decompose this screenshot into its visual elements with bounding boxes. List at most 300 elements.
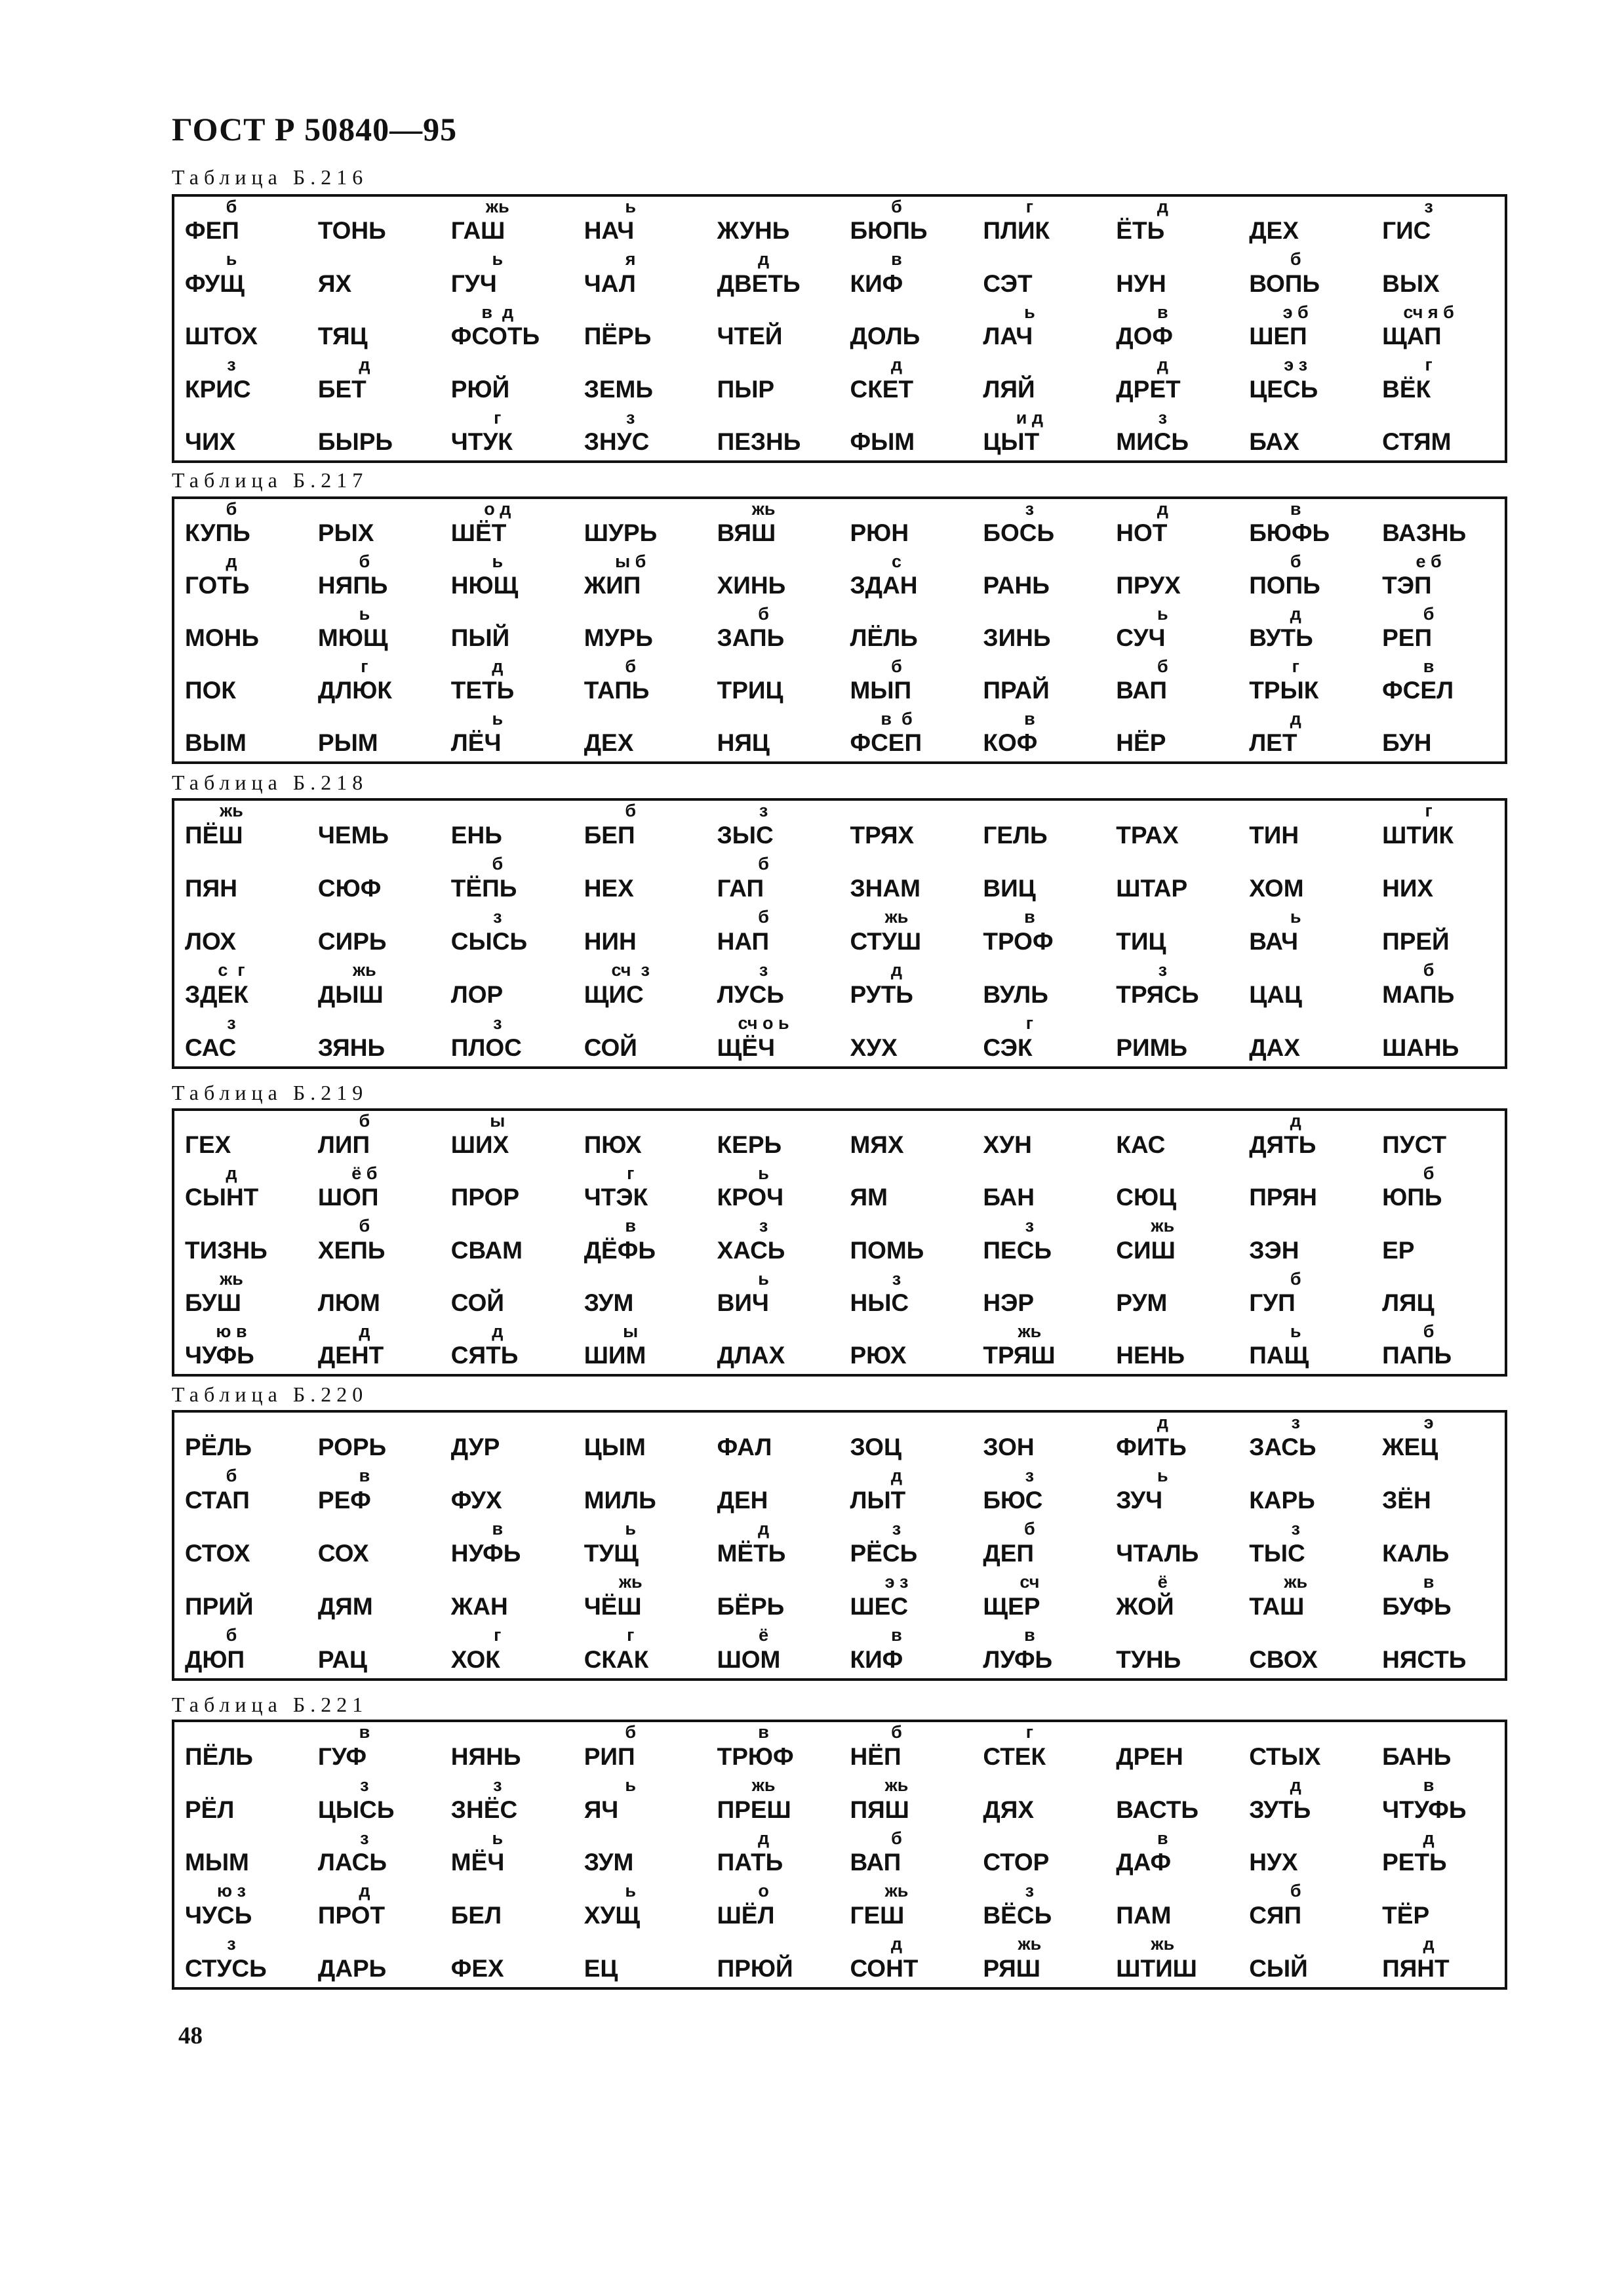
table-cell [972,1413,1105,1466]
cell-word: ЖАН [450,1593,508,1620]
cell-mark: д [758,1828,770,1848]
cell-word: ДУР [450,1434,500,1460]
cell-word: БУН [1382,729,1432,756]
cell-mark: ь [625,1881,636,1901]
cell-word: СОХ [317,1540,369,1567]
table-cell [574,197,707,249]
table-cell [839,1625,972,1678]
cell-word: ЮПЬ [1382,1184,1442,1211]
cell-word: ШТАР [1116,875,1188,902]
table-cell [1105,1519,1238,1572]
cell-mark: з [360,1828,369,1848]
table-cell [574,1572,707,1625]
table-cell [307,1013,441,1066]
cell-word: ФАЛ [717,1434,772,1460]
cell-word: ЩАП [1382,323,1442,350]
cell-word: ЛОР [450,981,504,1008]
cell-word: ЛИП [317,1131,370,1159]
table-cell [441,1881,574,1934]
cell-word: ГУП [1249,1289,1296,1316]
cell-word: ДАРЬ [317,1955,387,1982]
cell-mark: ы [490,1111,505,1131]
table-cell [307,801,441,854]
table-cell [307,1625,441,1678]
cell-word: ГОТЬ [185,572,250,599]
cell-word: РЫМ [317,729,378,756]
cell-word: ДРЕТ [1116,375,1181,403]
table-cell [839,1828,972,1882]
table-cell [574,1163,707,1216]
cell-word: ПЁЛЬ [185,1742,253,1770]
cell-word: РЮН [850,519,909,546]
table-cell [1372,1572,1505,1625]
table-cell [1238,1216,1372,1268]
cell-word: ХИНЬ [717,572,786,599]
table-caption: Таблица Б.220 [172,1382,368,1406]
cell-mark: б [492,854,504,874]
table-cell [1105,1216,1238,1268]
cell-mark: в [1423,1775,1435,1795]
cell-word: СЫНТ [185,1184,259,1211]
cell-word: МОНЬ [185,624,259,651]
cell-word: КОФ [983,729,1038,756]
table-cell [441,709,574,761]
cell-word: ТРЯХ [850,822,915,849]
cell-word: ТУЩ [584,1540,639,1567]
cell-word: ЧУСЬ [185,1902,252,1929]
table-cell [1105,302,1238,355]
cell-word: НЯСТЬ [1382,1646,1467,1673]
cell-word: ВАП [850,1849,901,1876]
table-cell [1238,1163,1372,1216]
table-cell [1105,1722,1238,1775]
cell-mark: в д [481,302,514,322]
table-cell [839,1269,972,1321]
cell-word: ЧУФЬ [185,1341,254,1369]
table-cell [707,1466,840,1519]
cell-mark: в [492,1519,504,1539]
cell-mark: я [625,249,636,270]
table-cell [707,1572,840,1625]
cell-mark: д [1290,1111,1301,1131]
table-cell [972,1111,1105,1163]
table-cell [707,249,840,302]
cell-word: РЕП [1382,624,1433,651]
table-cell [972,1881,1105,1934]
cell-word: ЖИП [584,572,641,599]
table-cell [574,960,707,1013]
table-cell [707,960,840,1013]
cell-mark: з [360,1775,369,1795]
table-cell [1238,1722,1372,1775]
cell-word: ЩЕР [983,1593,1040,1620]
cell-word: ВУЛЬ [983,981,1048,1008]
table-cell [707,197,840,249]
table-cell [1238,1828,1372,1882]
cell-word: РЕФ [317,1487,371,1514]
cell-word: ФЕП [185,217,239,245]
cell-mark: з [1025,1216,1035,1236]
table-cell [707,1881,840,1934]
cell-word: НИХ [1382,875,1434,902]
cell-word: ФСЕЛ [1382,677,1454,704]
table-cell [1372,552,1505,604]
cell-word: БАН [983,1184,1035,1211]
cell-mark: э з [884,1572,909,1592]
table-cell [307,408,441,460]
cell-word: МИСЬ [1116,428,1189,455]
cell-word: ЖЕЦ [1382,1434,1438,1460]
cell-mark: е б [1416,552,1442,571]
cell-mark: д [1157,197,1168,216]
cell-word: БОСЬ [983,519,1055,546]
cell-word: РЁСЬ [850,1540,918,1567]
cell-word: СТОХ [185,1540,250,1567]
cell-mark: о д [484,499,511,519]
table-cell [174,1413,307,1466]
table-cell [1372,604,1505,656]
cell-word: ЦАЦ [1249,981,1302,1008]
table-cell [1238,1625,1372,1678]
cell-word: ЛЯЦ [1382,1289,1435,1316]
table-cell [174,1163,307,1216]
cell-word: ТРАХ [1116,822,1179,849]
table-cell [441,907,574,960]
cell-mark: д [1157,1413,1168,1432]
table-cell [839,1111,972,1163]
cell-mark: ю з [217,1881,246,1901]
table-cell [441,499,574,552]
cell-word: КУПЬ [185,519,250,546]
cell-mark: г [1425,801,1433,820]
table-cell [1105,1881,1238,1934]
cell-mark: з [1158,960,1167,980]
table-cell [839,408,972,460]
cell-mark: д [758,1519,770,1539]
cell-word: ТЫС [1249,1540,1305,1567]
table-cell [972,854,1105,907]
table-cell [307,1934,441,1987]
table-cell [972,1466,1105,1519]
cell-word: ХУН [983,1131,1032,1159]
cell-word: ДЕП [983,1540,1035,1567]
cell-mark: в [625,1216,636,1236]
table-cell [707,1775,840,1828]
cell-word: СЭК [983,1034,1033,1061]
table-cell [174,1881,307,1934]
table-cell [174,604,307,656]
cell-word: ВИЦ [983,875,1036,902]
cell-word: ЛЯЙ [983,375,1035,403]
cell-word: ГЕЛЬ [983,822,1048,849]
cell-word: ГУЧ [450,270,497,297]
table-caption: Таблица Б.217 [172,468,368,492]
cell-word: ДАХ [1249,1034,1300,1061]
cell-word: ТРИЦ [717,677,783,704]
cell-word: ЗНАМ [850,875,921,902]
table-cell [972,1519,1105,1572]
table-cell [1372,1934,1505,1987]
cell-word: КРОЧ [717,1184,784,1211]
cell-word: ЕР [1382,1236,1415,1264]
table-cell [839,1216,972,1268]
cell-mark: жь [1284,1572,1308,1592]
cell-word: РУМ [1116,1289,1168,1316]
cell-mark: б [891,197,902,216]
table-cell [1105,960,1238,1013]
table-cell [174,960,307,1013]
cell-mark: д [890,355,903,375]
cell-mark: с [891,552,901,571]
table-cell [1238,1111,1372,1163]
cell-mark: з [892,1268,901,1289]
table-grid [174,1111,1505,1374]
table-cell [1372,1321,1505,1374]
table-cell [707,1722,840,1775]
cell-word: ЗДЕК [185,981,248,1008]
cell-word: КАЛЬ [1382,1540,1450,1567]
cell-word: ВОПЬ [1249,270,1320,297]
cell-word: ЗЕМЬ [584,375,653,403]
cell-word: ДОЛЬ [850,323,921,350]
cell-word: ПАПЬ [1382,1341,1452,1369]
cell-word: СВАМ [450,1236,523,1264]
cell-word: НАЧ [584,217,635,245]
table-cell [839,1519,972,1572]
table-cell [174,1519,307,1572]
cell-mark: б [625,1722,637,1742]
cell-word: ФЕХ [450,1955,504,1982]
cell-mark: в [891,1625,902,1645]
cell-word: ТИЗНЬ [185,1236,267,1264]
table-cell [441,604,574,656]
table-cell [1372,960,1505,1013]
table-cell [574,1216,707,1268]
cell-mark: д [226,552,237,571]
table-cell [441,960,574,1013]
table-cell [1105,1413,1238,1466]
cell-word: СЯТЬ [450,1341,519,1369]
cell-mark: б [758,907,769,927]
table-cell [441,1934,574,1987]
cell-word: ЗЁН [1382,1487,1431,1514]
cell-word: ЛУФЬ [983,1646,1053,1673]
table-cell [574,1722,707,1775]
cell-mark: з [227,1934,236,1954]
cell-mark: ь [625,1775,636,1795]
table-cell [972,1321,1105,1374]
cell-mark: ё [1157,1572,1168,1592]
cell-word: ДЕХ [584,729,634,756]
cell-mark: сч я б [1403,302,1454,322]
cell-word: СУЧ [1116,624,1166,651]
table-cell [839,1572,972,1625]
cell-word: ТУНЬ [1116,1646,1181,1673]
cell-mark: г [494,1625,502,1645]
table-cell [1372,1163,1505,1216]
cell-word: ЗЫС [717,822,774,849]
cell-mark: з [493,1775,502,1795]
table-cell [972,1775,1105,1828]
table-caption: Таблица Б.221 [172,1693,368,1716]
table-cell [307,197,441,249]
table-cell [707,1934,840,1987]
table-cell [307,1163,441,1216]
cell-mark: сч [1020,1572,1040,1592]
cell-word: ФИТЬ [1116,1434,1187,1460]
table-cell [839,552,972,604]
cell-word: ЛАСЬ [317,1849,387,1876]
cell-word: ШОП [317,1184,379,1211]
cell-word: ПАМ [1116,1902,1172,1929]
table-cell [839,801,972,854]
table-cell [839,709,972,761]
table-cell [972,499,1105,552]
cell-word: БУФЬ [1382,1593,1452,1620]
cell-word: ТРЫК [1249,677,1319,704]
cell-word: ТЁР [1382,1902,1430,1929]
table-cell [174,1625,307,1678]
table-cell [972,249,1105,302]
table-cell [307,355,441,407]
cell-word: ЗЭН [1249,1236,1299,1264]
cell-mark: ь [1157,604,1168,624]
table-cell [174,709,307,761]
cell-word: РАЦ [317,1646,368,1673]
cell-mark: жь [485,197,509,216]
cell-mark: б [1290,552,1301,571]
cell-word: ТРЯШ [983,1341,1056,1369]
cell-word: ВИЧ [717,1289,769,1316]
table-cell [707,1625,840,1678]
table-cell [574,907,707,960]
cell-word: ВАЗНЬ [1382,519,1467,546]
table-cell [1105,907,1238,960]
cell-word: ПЫЙ [450,624,510,651]
table-cell [441,801,574,854]
table-cell [1238,499,1372,552]
cell-word: ПАТЬ [717,1849,783,1876]
cell-mark: б [1423,1163,1435,1184]
table-cell [972,801,1105,854]
cell-mark: з [1025,1466,1035,1485]
table-cell [574,656,707,709]
cell-word: ШОМ [717,1646,781,1673]
cell-mark: б [226,197,237,216]
table-cell [1105,1321,1238,1374]
table-cell [441,1013,574,1066]
cell-mark: б [359,552,370,571]
table-cell [1372,1881,1505,1934]
cell-mark: о [758,1881,769,1901]
table-cell [972,1216,1105,1268]
table-cell [307,1881,441,1934]
table-cell [1105,801,1238,854]
table-cell [707,1269,840,1321]
cell-mark: б [891,656,902,676]
table-cell [574,1466,707,1519]
cell-word: РОРЬ [317,1434,387,1460]
table-cell [574,1881,707,1934]
cell-mark: з [1158,407,1167,428]
cell-mark: и д [1016,407,1044,428]
table-cell [1238,960,1372,1013]
cell-word: ЗНУС [584,428,650,455]
table-cell [574,1269,707,1321]
table-cell [707,854,840,907]
table-cell [707,1413,840,1466]
cell-word: ПРЮЙ [717,1955,793,1982]
cell-word: ВЁСЬ [983,1902,1052,1929]
cell-word: ЦЫСЬ [317,1796,395,1823]
cell-word: ТРЮФ [717,1742,794,1770]
table-cell [839,854,972,907]
cell-mark: жь [884,907,909,927]
cell-mark: з [1424,197,1433,216]
table-cell [1372,854,1505,907]
cell-word: МАПЬ [1382,981,1455,1008]
cell-word: ЗУМ [584,1849,634,1876]
cell-word: БЮПЬ [850,217,928,245]
cell-word: ПРЕШ [717,1796,791,1823]
cell-word: МЁЧ [450,1849,505,1876]
cell-word: ПЁШ [185,822,243,849]
table-cell [441,408,574,460]
table-cell [174,1722,307,1775]
cell-word: ШЁТ [450,519,507,546]
cell-mark: д [1290,709,1301,729]
cell-word: ДРЕН [1116,1742,1183,1770]
table-cell [839,1934,972,1987]
cell-word: БЮФЬ [1249,519,1330,546]
cell-word: ЗАПЬ [717,624,785,651]
cell-word: ДЯТЬ [1249,1131,1317,1159]
cell-word: ДАФ [1116,1849,1172,1876]
cell-word: МЫМ [185,1849,249,1876]
table-cell [574,801,707,854]
cell-word: НЭР [983,1289,1035,1316]
table-cell [174,801,307,854]
table-cell [174,854,307,907]
cell-word: ПРОР [450,1184,520,1211]
cell-word: РЫХ [317,519,374,546]
table-cell [1238,1321,1372,1374]
cell-mark: в [1423,1572,1435,1592]
table-cell [1372,1111,1505,1163]
table-cell [707,801,840,854]
table-cell [972,1163,1105,1216]
cell-mark: б [1290,1881,1301,1901]
cell-word: БЕЛ [450,1902,502,1929]
cell-word: ФУХ [450,1487,502,1514]
cell-word: БЁРЬ [717,1593,785,1620]
table-cell [574,249,707,302]
cell-mark: жь [1151,1934,1175,1954]
cell-word: ХАСЬ [717,1236,785,1264]
cell-word: СЮЦ [1116,1184,1177,1211]
syllable-table [172,1720,1507,1990]
table-cell [574,604,707,656]
table-cell [707,552,840,604]
table-cell [839,1881,972,1934]
cell-word: ДЯХ [983,1796,1035,1823]
cell-word: ПУСТ [1382,1131,1447,1159]
cell-word: РУТЬ [850,981,913,1008]
cell-word: РАНЬ [983,572,1050,599]
table-cell [441,1722,574,1775]
table-cell [972,408,1105,460]
cell-word: СТАП [185,1487,250,1514]
